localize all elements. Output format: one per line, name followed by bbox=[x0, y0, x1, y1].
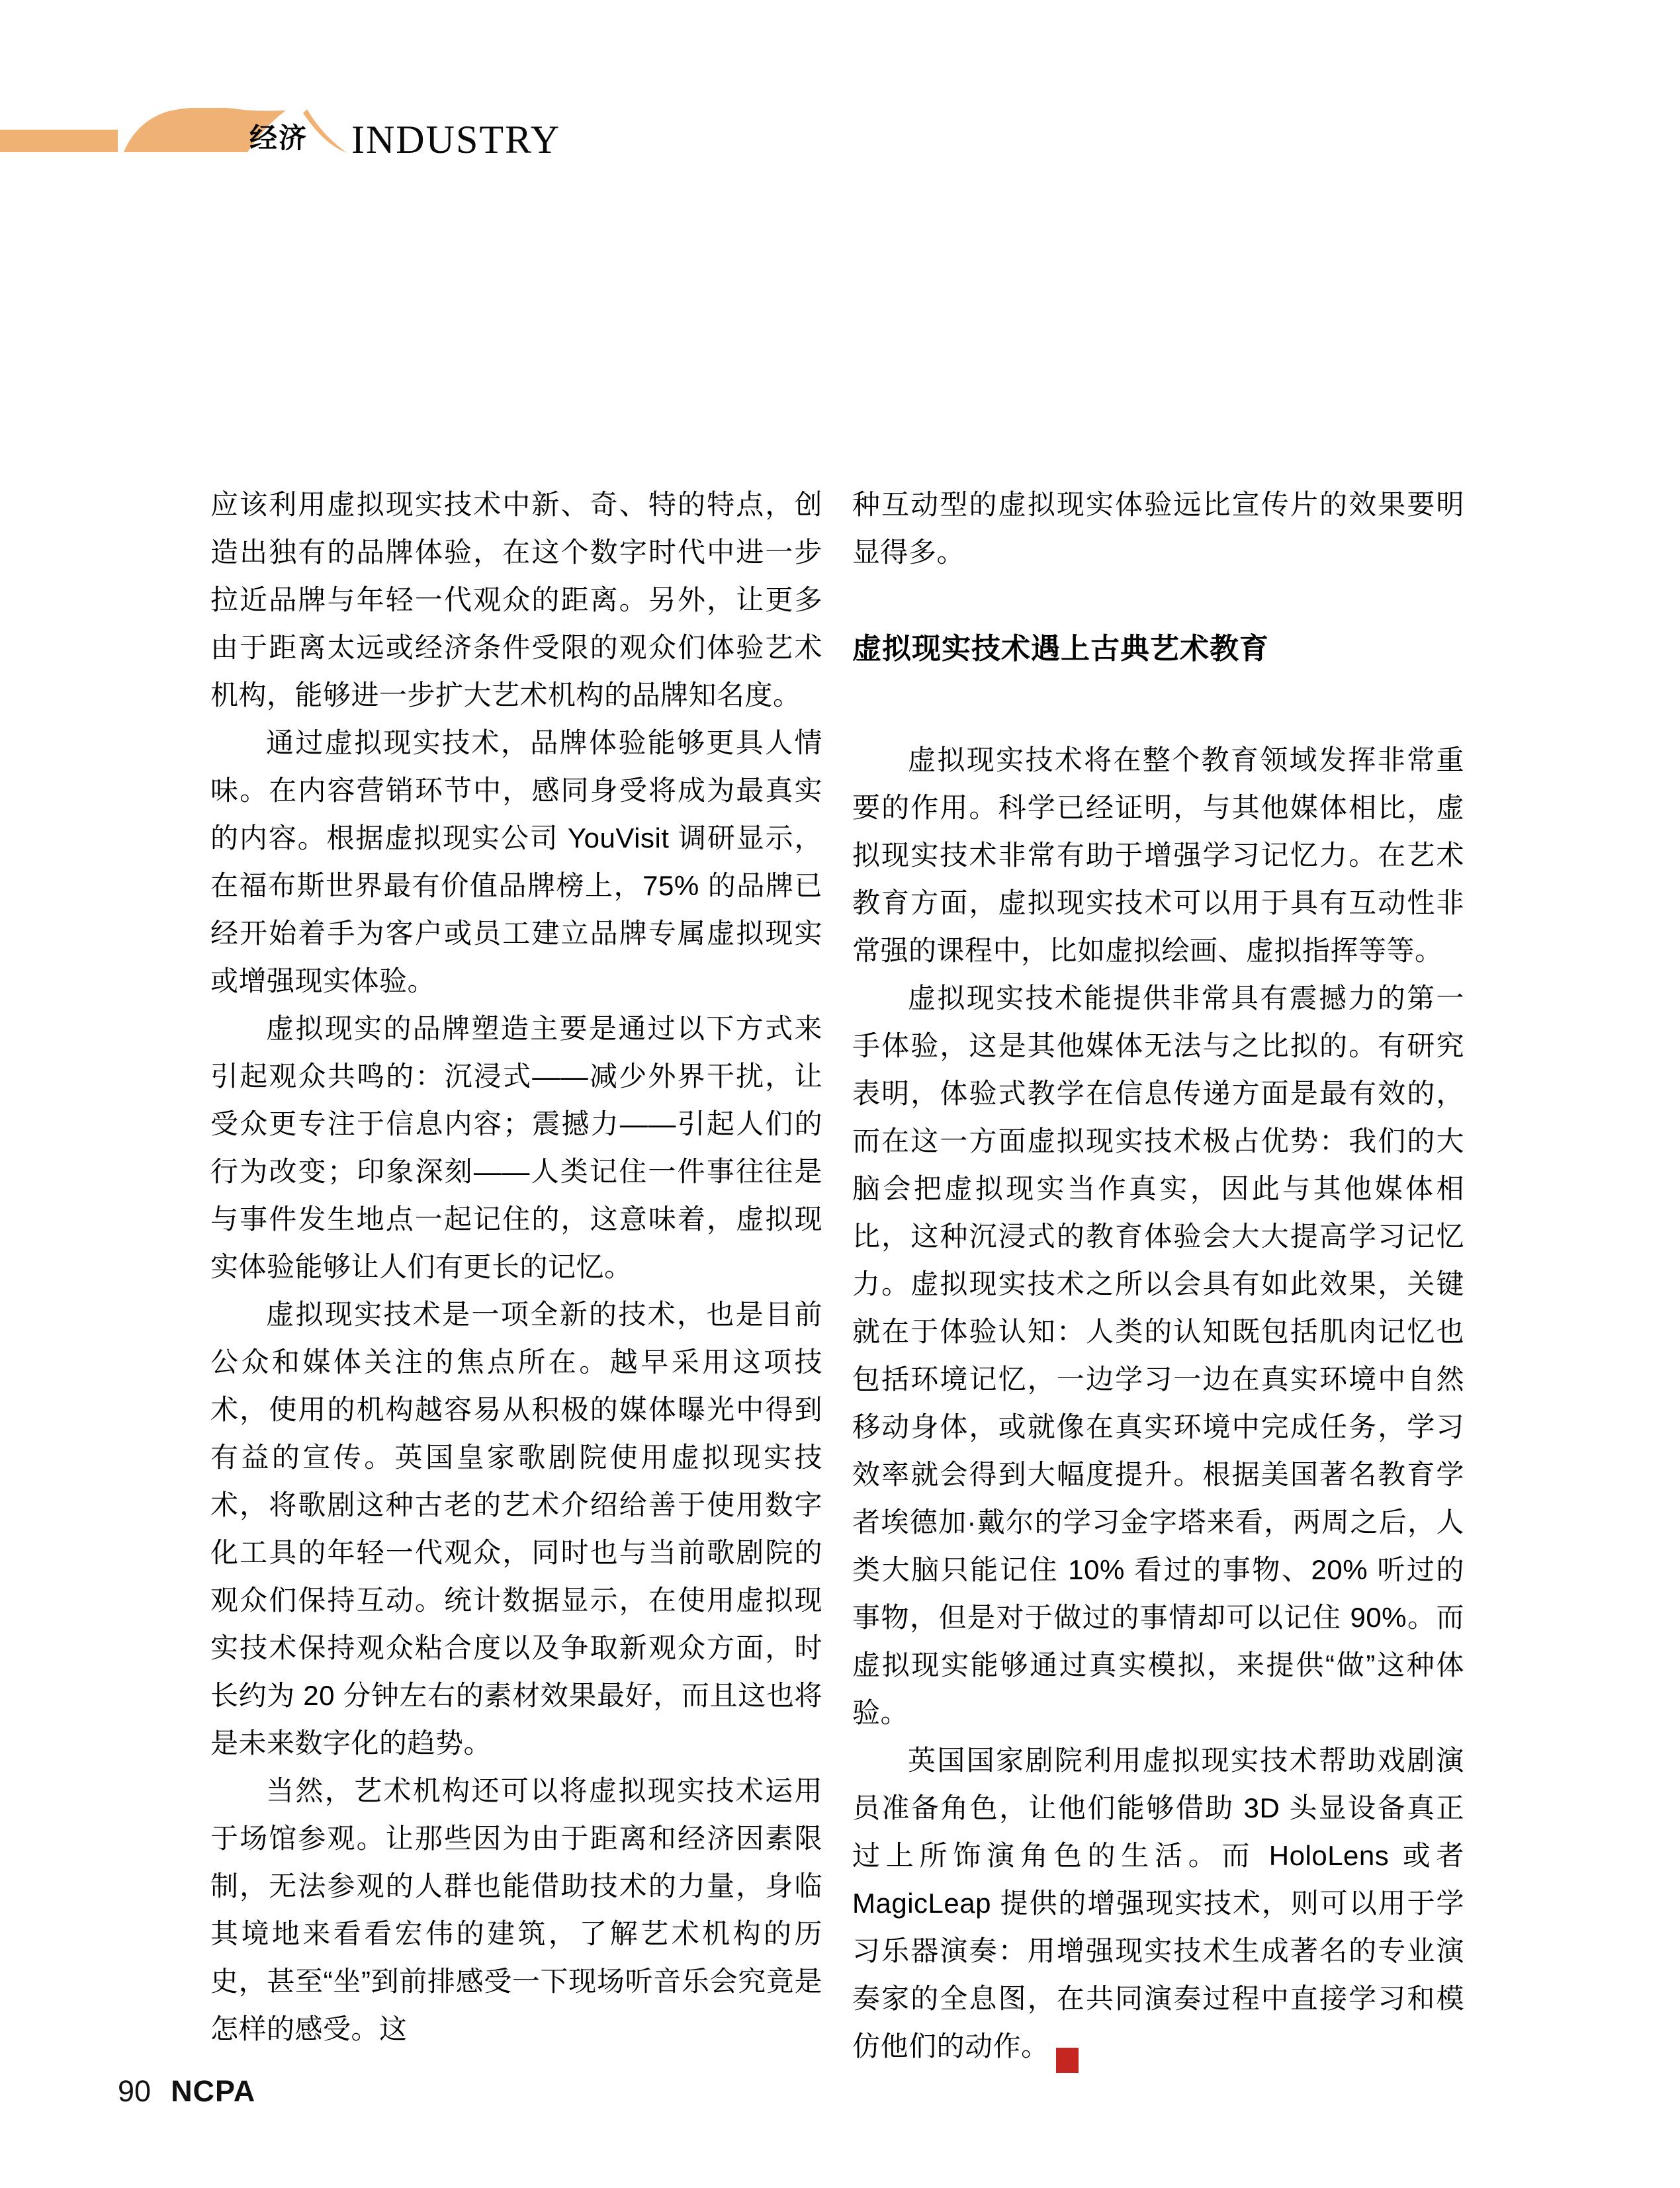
paragraph: 虚拟现实技术能提供非常具有震撼力的第一手体验，这是其他媒体无法与之比拟的。有研究表明，体验式教学在信息传递方面是最有效的，而在这一方面虚拟现实技术极占优势：我们的大脑会把虚拟现实当作真实，因此与其他媒体相比，这种沉浸式的教育体验会大大提高学习记忆力。虚拟现实技术之所以会具有如此效果，关键就在于体验认知：人类的认知既包括肌肉记忆也包括环境记忆，一边学习一边在真实环境中自然移动身体，或就像在真实环境中完成任务，学习效率就会得到大幅度提升。根据美国著名教育学者埃德加·戴尔的学习金字塔来看，两周之后，人类大脑只能记住 10% 看过的事物、20% 听过的事物，但是对于做过的事情却可以记住 90%。而虚拟现实能够通过真实模拟，来提供“做”这种体验。 bbox=[852, 983, 1464, 1728]
page-footer bbox=[118, 2075, 255, 2108]
section-title-en: INDUSTRY bbox=[351, 118, 561, 161]
paragraph: 种互动型的虚拟现实体验远比宣传片的效果要明显得多。 bbox=[852, 489, 1464, 568]
ncpa-seal-line2: PA bbox=[1088, 2060, 1101, 2070]
footer-brand: NCPA bbox=[171, 2074, 256, 2108]
page-number: 90 bbox=[118, 2074, 152, 2108]
paragraph: 应该利用虚拟现实技术中新、奇、特的特点，创造出独有的品牌体验，在这个数字时代中进一步拉近品牌与年轻一代观众的距离。另外，让更多由于距离太远或经济条件受限的观众们体验艺术机构，能够进一步扩大艺术机构的品牌知名度。 bbox=[210, 489, 822, 711]
article-right-column bbox=[852, 481, 1464, 2073]
section-heading: 虚拟现实技术遇上古典艺术教育 bbox=[852, 633, 1269, 665]
ncpa-seal-icon bbox=[1056, 2048, 1102, 2073]
paragraph: 虚拟现实技术将在整个教育领域发挥非常重要的作用。科学已经证明，与其他媒体相比，虚拟现实技术非常有助于增强学习记忆力。在艺术教育方面，虚拟现实技术可以用于具有互动性非常强的课程中，比如虚拟绘画、虚拟指挥等等。 bbox=[852, 744, 1464, 966]
article-left-column bbox=[210, 481, 822, 2053]
ncpa-seal-line1: NC bbox=[1088, 2050, 1102, 2060]
paragraph-text: 英国国家剧院利用虚拟现实技术帮助戏剧演员准备角色，让他们能够借助 3D 头显设备真正过上所饰演角色的生活。而 HoloLens 或者 MagicLeap 提供的增强现实技术，则可以用于学习乐器演奏：用增强现实技术生成著名的专业演奏家的全息图，在共同演奏过程中直接学习和模仿他们的动作。 bbox=[852, 1745, 1464, 2062]
paragraph bbox=[852, 1737, 1464, 2073]
paragraph: 虚拟现实的品牌塑造主要是通过以下方式来引起观众共鸣的：沉浸式——减少外界干扰，让受众更专注于信息内容；震撼力——引起人们的行为改变；印象深刻——人类记住一件事往往是与事件发生地点一起记住的，这意味着，虚拟现实体验能够让人们有更长的记忆。 bbox=[210, 1013, 822, 1282]
section-title-cn: 经济 bbox=[249, 122, 308, 153]
paragraph: 当然，艺术机构还可以将虚拟现实技术运用于场馆参观。让那些因为由于距离和经济因素限制，无法参观的人群也能借助技术的力量，身临其境地来看看宏伟的建筑，了解艺术机构的历史，甚至“坐”到前排感受一下现场听音乐会究竟是怎样的感受。这 bbox=[210, 1775, 822, 2044]
paragraph: 通过虚拟现实技术，品牌体验能够更具人情味。在内容营销环节中，感同身受将成为最真实的内容。根据虚拟现实公司 YouVisit 调研显示，在福布斯世界最有价值品牌榜上，75% 的品牌已经开始着手为客户或员工建立品牌专属虚拟现实或增强现实体验。 bbox=[210, 727, 822, 996]
paragraph: 虚拟现实技术是一项全新的技术，也是目前公众和媒体关注的焦点所在。越早采用这项技术，使用的机构越容易从积极的媒体曝光中得到有益的宣传。英国皇家歌剧院使用虚拟现实技术，将歌剧这种古老的艺术介绍给善于使用数字化工具的年轻一代观众，同时也与当前歌剧院的观众们保持互动。统计数据显示，在使用虚拟现实技术保持观众粘合度以及争取新观众方面，时长约为 20 分钟左右的素材效果最好，而且这也将是未来数字化的趋势。 bbox=[210, 1299, 822, 1759]
section-header bbox=[0, 108, 728, 167]
